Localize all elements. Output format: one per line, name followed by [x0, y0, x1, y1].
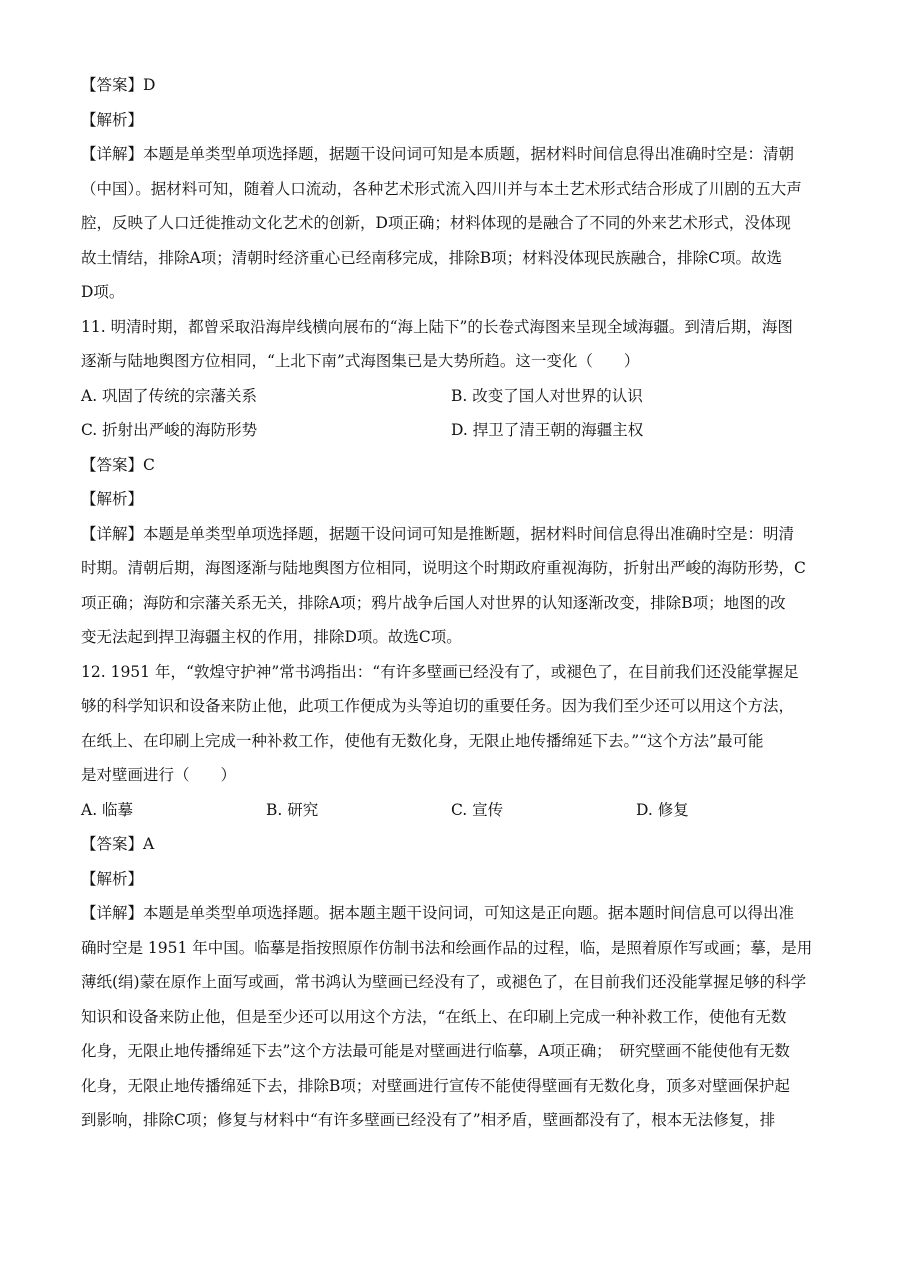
q11-option-d: D. 捍卫了清王朝的海疆主权 — [451, 421, 644, 439]
q12-detail-line: 化身，无限止地传播绵延下去”这个方法最可能是对壁画进行临摹，A项正确； 研究壁画不能使他有无数 — [81, 1042, 790, 1060]
q12-detail-line: 到影响，排除C项；修复与材料中“有许多壁画已经没有了”相矛盾，壁画都没有了，根本无法修复，排 — [81, 1111, 776, 1129]
q10-detail-line: 腔，反映了人口迁徙推动文化艺术的创新，D项正确；材料体现的是融合了不同的外来艺术形式，没体现 — [81, 214, 791, 232]
q11-detail-line: 项正确；海防和宗藩关系无关，排除A项；鸦片战争后国人对世界的认知逐渐改变，排除B项；地图的改 — [81, 593, 786, 612]
q12-stem-line: 够的科学知识和设备来防止他，此项工作便成为头等迫切的重要任务。因为我们至少还可以用这个方法， — [81, 697, 795, 715]
q11-option-c: C. 折射出严峻的海防形势 — [81, 421, 258, 439]
q12-detail-line: 知识和设备来防止他，但是至少还可以用这个方法，“在纸上、在印刷上完成一种补救工作，使他有无数 — [81, 1007, 787, 1026]
q12-detail-line: 化身，无限止地传播绵延下去，排除B项；对壁画进行宣传不能使得壁画有无数化身，顶多对壁画保护起 — [81, 1076, 790, 1095]
document-page — [81, 68, 821, 1138]
q11-detail-line: 时期。清朝后期，海图逐渐与陆地舆图方位相同，说明这个时期政府重视海防，折射出严峻的海防形势，C — [81, 559, 806, 577]
q12-option-a: A. 临摹 — [81, 800, 134, 819]
q10-detail-line: 【详解】本题是单类型单项选择题，据题干设问词可知是本质题，据材料时间信息得出准确时空是：清朝 — [81, 145, 795, 163]
q11-options-row — [81, 413, 821, 448]
q12-detail-line: 薄纸(绢)蒙在原作上面写或画，常书鸿认为壁画已经没有了，或褪色了，在目前我们还没能掌握足够的科学 — [81, 973, 807, 991]
q12-stem-line: 12. 1951 年，“敦煌守护神”常书鸿指出：“有许多壁画已经没有了，或褪色了，在目前我们还没能掌握足 — [81, 662, 799, 681]
q11-analysis-label: 【解析】 — [81, 490, 144, 508]
q11-option-b: B. 改变了国人对世界的认识 — [451, 386, 643, 405]
q11-stem-line: 11. 明清时期，都曾采取沿海岸线横向展布的“海上陆下”的长卷式海图来呈现全域海疆。到清后期，海图 — [81, 317, 793, 336]
q11-answer: 【答案】C — [81, 455, 155, 474]
q11-detail — [81, 517, 821, 655]
q12-option-c: C. 宣传 — [451, 800, 504, 819]
q11-options-row — [81, 379, 821, 414]
q12-option-d: D. 修复 — [636, 800, 689, 819]
q10-analysis-label: 【解析】 — [81, 110, 144, 129]
q11-option-a: A. 巩固了传统的宗藩关系 — [81, 386, 258, 405]
q12-answer: 【答案】A — [81, 835, 155, 853]
q12-stem-line: 是对壁画进行（ ） — [81, 766, 237, 784]
q10-detail-line: D项。 — [81, 283, 125, 301]
q12-detail-line: 【详解】本题是单类型单项选择题。据本题主题干设问词，可知这是正向题。据本题时间信息可以得出准 — [81, 904, 795, 922]
q11-stem-line: 逐渐与陆地舆图方位相同，“上北下南”式海图集已是大势所趋。这一变化（ ） — [81, 352, 640, 370]
q10-detail-line: （中国）。据材料可知，随着人口流动，各种艺术形式流入四川并与本土艺术形式结合形成了川剧的五大声 — [81, 179, 802, 198]
q12-analysis-label: 【解析】 — [81, 869, 144, 888]
q10-detail-line: 故土情结，排除A项；清朝时经济重心已经南移完成，排除B项；材料没体现民族融合，排除C项。故选 — [81, 248, 782, 267]
q12-stem-line: 在纸上、在印刷上完成一种补救工作，使他有无数化身，无限止地传播绵延下去。”“这个方法”最可能 — [81, 731, 764, 750]
q11-detail-line: 变无法起到捍卫海疆主权的作用，排除D项。故选C项。 — [81, 628, 462, 646]
q12-stem — [81, 655, 821, 793]
q10-detail — [81, 137, 821, 310]
q12-detail — [81, 896, 821, 1138]
q12-options-row — [81, 793, 821, 828]
q11-detail-line: 【详解】本题是单类型单项选择题，据题干设问词可知是推断题，据材料时间信息得出准确时空是：明清 — [81, 524, 795, 543]
q10-answer: 【答案】D — [81, 76, 156, 94]
q12-option-b: B. 研究 — [266, 800, 319, 819]
q11-stem — [81, 310, 821, 379]
q12-detail-line: 确时空是 1951 年中国。临摹是指按照原作仿制书法和绘画作品的过程，临，是照着原作写或画；摹，是用 — [81, 938, 813, 957]
